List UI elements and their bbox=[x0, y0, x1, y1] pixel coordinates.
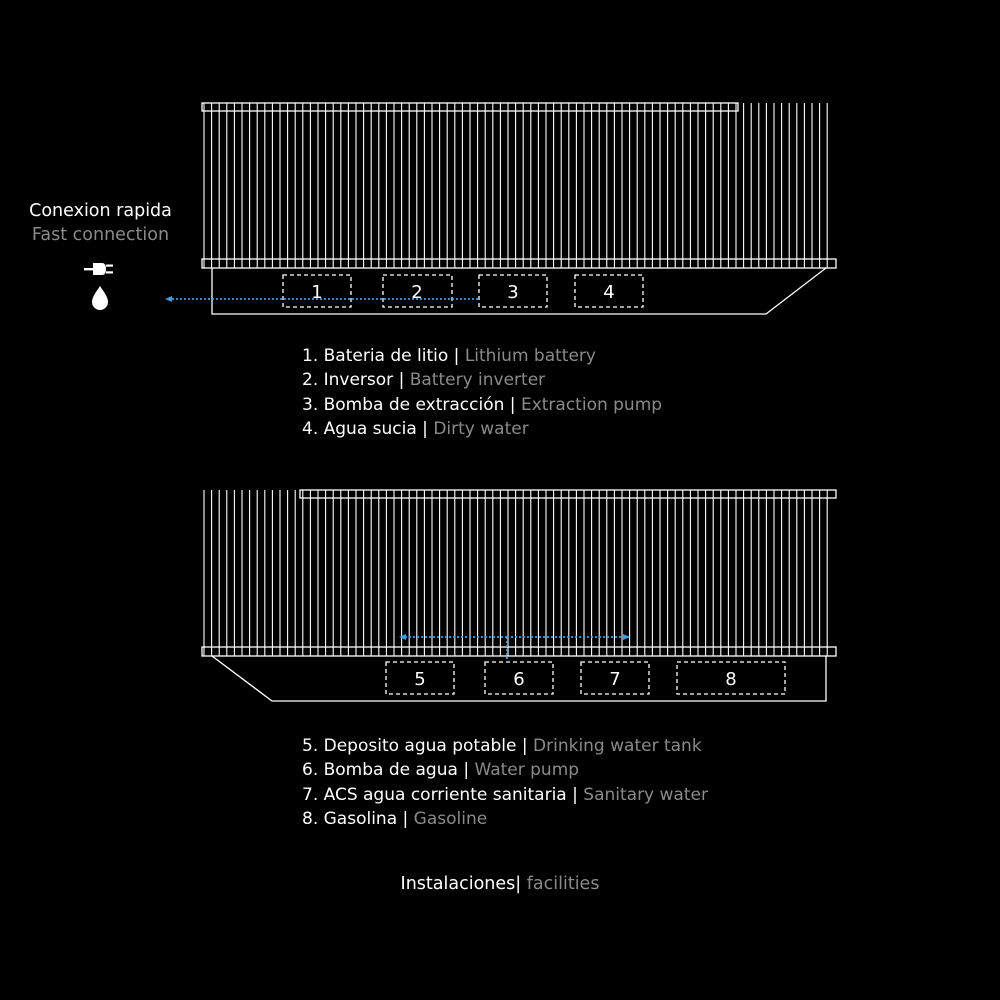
legend-en: Extraction pump bbox=[520, 394, 663, 415]
compartment-7-label: 7 bbox=[609, 669, 621, 690]
plug-icon bbox=[84, 263, 113, 275]
legend-en: Water pump bbox=[474, 760, 580, 781]
bottom-roof-rail bbox=[300, 490, 836, 498]
legend-en: Gasoline bbox=[413, 808, 488, 829]
legend-separator: | bbox=[448, 346, 465, 366]
legend-separator: | bbox=[516, 736, 534, 756]
legend-en: Drinking water tank bbox=[533, 736, 702, 756]
compartment-8-label: 8 bbox=[725, 669, 737, 690]
top-roof-slats bbox=[204, 103, 827, 268]
caption-en: facilities bbox=[526, 874, 600, 894]
legend-en: Lithium battery bbox=[464, 346, 596, 366]
compartment-2-label: 2 bbox=[411, 282, 423, 303]
legend-en: Battery inverter bbox=[409, 370, 546, 391]
legend-item-1 bbox=[302, 344, 662, 368]
legend-es: 5. Deposito agua potable bbox=[302, 736, 517, 756]
top-floor-rail bbox=[202, 259, 836, 268]
caption-separator: | bbox=[515, 874, 527, 894]
water-drop-icon bbox=[92, 286, 108, 310]
legend-es: 4. Agua sucia bbox=[302, 418, 417, 439]
legend-separator: | bbox=[397, 808, 414, 829]
figure-caption bbox=[0, 874, 1000, 894]
legend-es: 7. ACS agua corriente sanitaria bbox=[302, 784, 567, 805]
legend-item-6 bbox=[302, 758, 708, 782]
legend-en: Dirty water bbox=[433, 418, 529, 439]
legend-es: 2. Inversor bbox=[302, 370, 394, 391]
top-section-drawing bbox=[202, 103, 836, 314]
legend-item-8 bbox=[302, 807, 708, 831]
legend-item-2 bbox=[302, 368, 662, 392]
legend-item-3 bbox=[302, 393, 662, 417]
bottom-compartment-labels bbox=[414, 669, 736, 690]
compartment-6-label: 6 bbox=[513, 669, 525, 690]
top-legend bbox=[302, 344, 662, 441]
top-compartments bbox=[283, 275, 643, 307]
legend-separator: | bbox=[457, 760, 475, 781]
caption-es: Instalaciones bbox=[400, 874, 516, 894]
legend-separator: | bbox=[566, 784, 584, 805]
legend-item-5 bbox=[302, 734, 708, 758]
legend-es: 8. Gasolina bbox=[302, 808, 398, 829]
legend-es: 3. Bomba de extracción bbox=[302, 394, 505, 415]
compartment-4-label: 4 bbox=[603, 282, 615, 303]
legend-separator: | bbox=[504, 394, 521, 415]
compartment-3-label: 3 bbox=[507, 282, 519, 303]
compartment-5-label: 5 bbox=[414, 669, 426, 690]
legend-item-4 bbox=[302, 417, 662, 441]
bottom-roof-slats bbox=[204, 490, 827, 656]
compartment-1-label: 1 bbox=[311, 282, 323, 303]
fast-connection-title-es: Conexion rapida bbox=[29, 201, 172, 221]
legend-en: Sanitary water bbox=[583, 784, 708, 805]
legend-separator: | bbox=[416, 418, 434, 439]
legend-es: 6. Bomba de agua bbox=[302, 760, 458, 781]
fast-connection-title-en: Fast connection bbox=[31, 225, 170, 245]
legend-es: 1. Bateria de litio bbox=[302, 346, 449, 366]
bottom-floor-rail bbox=[202, 647, 836, 656]
legend-item-7 bbox=[302, 783, 708, 807]
bottom-legend bbox=[302, 734, 708, 831]
legend-separator: | bbox=[393, 370, 410, 391]
